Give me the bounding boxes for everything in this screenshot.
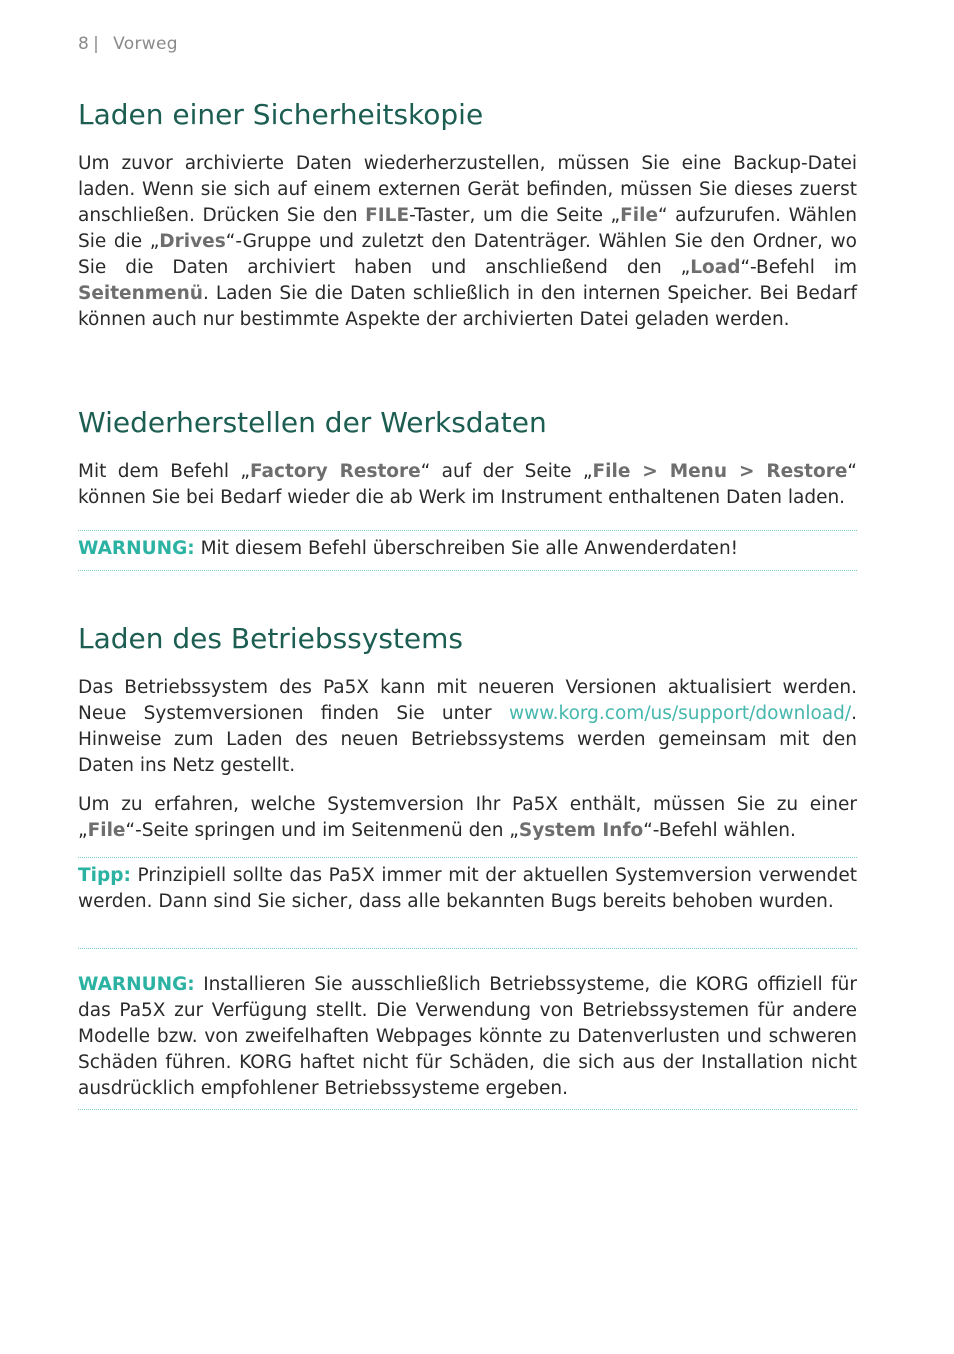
text-run: “ auf der Seite „: [420, 461, 593, 482]
tip-note: [78, 863, 857, 915]
text-run: “-Befehl wählen.: [643, 820, 796, 841]
section-title-factory-restore: Wiederherstellen der Werksdaten: [78, 406, 547, 439]
text-run: . Hinweise zum Laden des neuen Betriebssystems werden gemeinsam mit den Daten ins Netz gestellt.: [78, 703, 857, 776]
factory-restore-paragraph: [78, 459, 857, 511]
keyword-file-button: FILE: [365, 205, 410, 226]
text-run: “ aufzurufen. Wählen Sie die „: [78, 205, 857, 252]
keyword-load: Load: [690, 257, 741, 278]
text-run: Das Betriebssystem des Pa5X kann mit neueren Versionen aktualisiert werden. Neue Systemversionen finden Sie unter: [78, 677, 857, 724]
section-title-os: Laden des Betriebssystems: [78, 622, 463, 655]
os-paragraph-1: [78, 675, 857, 779]
download-link[interactable]: www.korg.com/us/support/download/: [508, 703, 852, 724]
text-run: . Laden Sie die Daten schließlich in den internen Speicher. Bei Bedarf können auch nur bestimmte Aspekte der archivierten Datei geladen werden.: [78, 283, 857, 330]
keyword-system-info: System Info: [518, 820, 644, 841]
warning-note-os: [78, 972, 857, 1102]
divider: [78, 1109, 857, 1110]
text-run: Um zu erfahren, welche Systemversion Ihr Pa5X enthält, müssen Sie zu einer „: [78, 794, 857, 841]
keyword-seitenmenu: Seitenmenü: [78, 283, 203, 304]
warning-note-overwrite: [78, 536, 857, 562]
keyword-file-page: File: [620, 205, 659, 226]
running-header: [78, 34, 178, 54]
tip-text: Prinzipiell sollte das Pa5X immer mit der aktuellen Systemversion verwendet werden. Dann sind Sie sicher, dass alle bekannten Bugs bereits behoben wurden.: [78, 865, 857, 912]
header-separator: |: [93, 34, 100, 54]
text-run: -Taster, um die Seite „: [409, 205, 621, 226]
text-run: “-Seite springen und im Seitenmenü den „: [125, 820, 519, 841]
text-run: “ können Sie bei Bedarf wieder die ab Werk im Instrument enthaltenen Daten laden.: [78, 461, 857, 508]
warning-text: Installieren Sie ausschließlich Betriebssysteme, die KORG offiziell für das Pa5X zur Verfügung stellt. Die Verwendung von Betriebssystemen für andere Modelle bzw. von zweifelhaften Webpages könnte zu Datenverlusten und schweren Schäden führen. KORG haftet nicht für Schäden, die sich aus der Installation nicht ausdrücklich empfohlener Betriebssysteme ergeben.: [78, 974, 857, 1099]
keyword-file: File: [87, 820, 126, 841]
text-run: “-Befehl im: [740, 257, 857, 278]
section-title-backup: Laden einer Sicherheitskopie: [78, 98, 484, 131]
backup-paragraph: [78, 151, 857, 333]
text-run: “-Gruppe und zuletzt den Datenträger. Wählen Sie den Ordner, wo Sie die Daten archiviert haben und anschließend den „: [78, 231, 857, 278]
divider: [78, 948, 857, 949]
header-section: Vorweg: [113, 34, 178, 54]
warning-label: WARNUNG:: [78, 974, 195, 995]
tip-label: Tipp:: [78, 865, 131, 886]
keyword-restore-path: File > Menu > Restore: [592, 461, 848, 482]
page-number: 8: [78, 34, 90, 54]
os-paragraph-2: [78, 792, 857, 844]
warning-label: WARNUNG:: [78, 538, 195, 559]
keyword-drives: Drives: [159, 231, 226, 252]
divider: [78, 570, 857, 571]
divider: [78, 530, 857, 531]
divider: [78, 857, 857, 858]
warning-text: Mit diesem Befehl überschreiben Sie alle Anwenderdaten!: [194, 538, 739, 559]
keyword-factory-restore: Factory Restore: [250, 461, 421, 482]
text-run: Mit dem Befehl „: [78, 461, 250, 482]
text-run: Um zuvor archivierte Daten wiederherzustellen, müssen Sie eine Backup-Datei laden. Wenn sie sich auf einem externen Gerät befinden, müssen Sie dieses zuerst anschließen. Drücken Sie den: [78, 153, 857, 226]
